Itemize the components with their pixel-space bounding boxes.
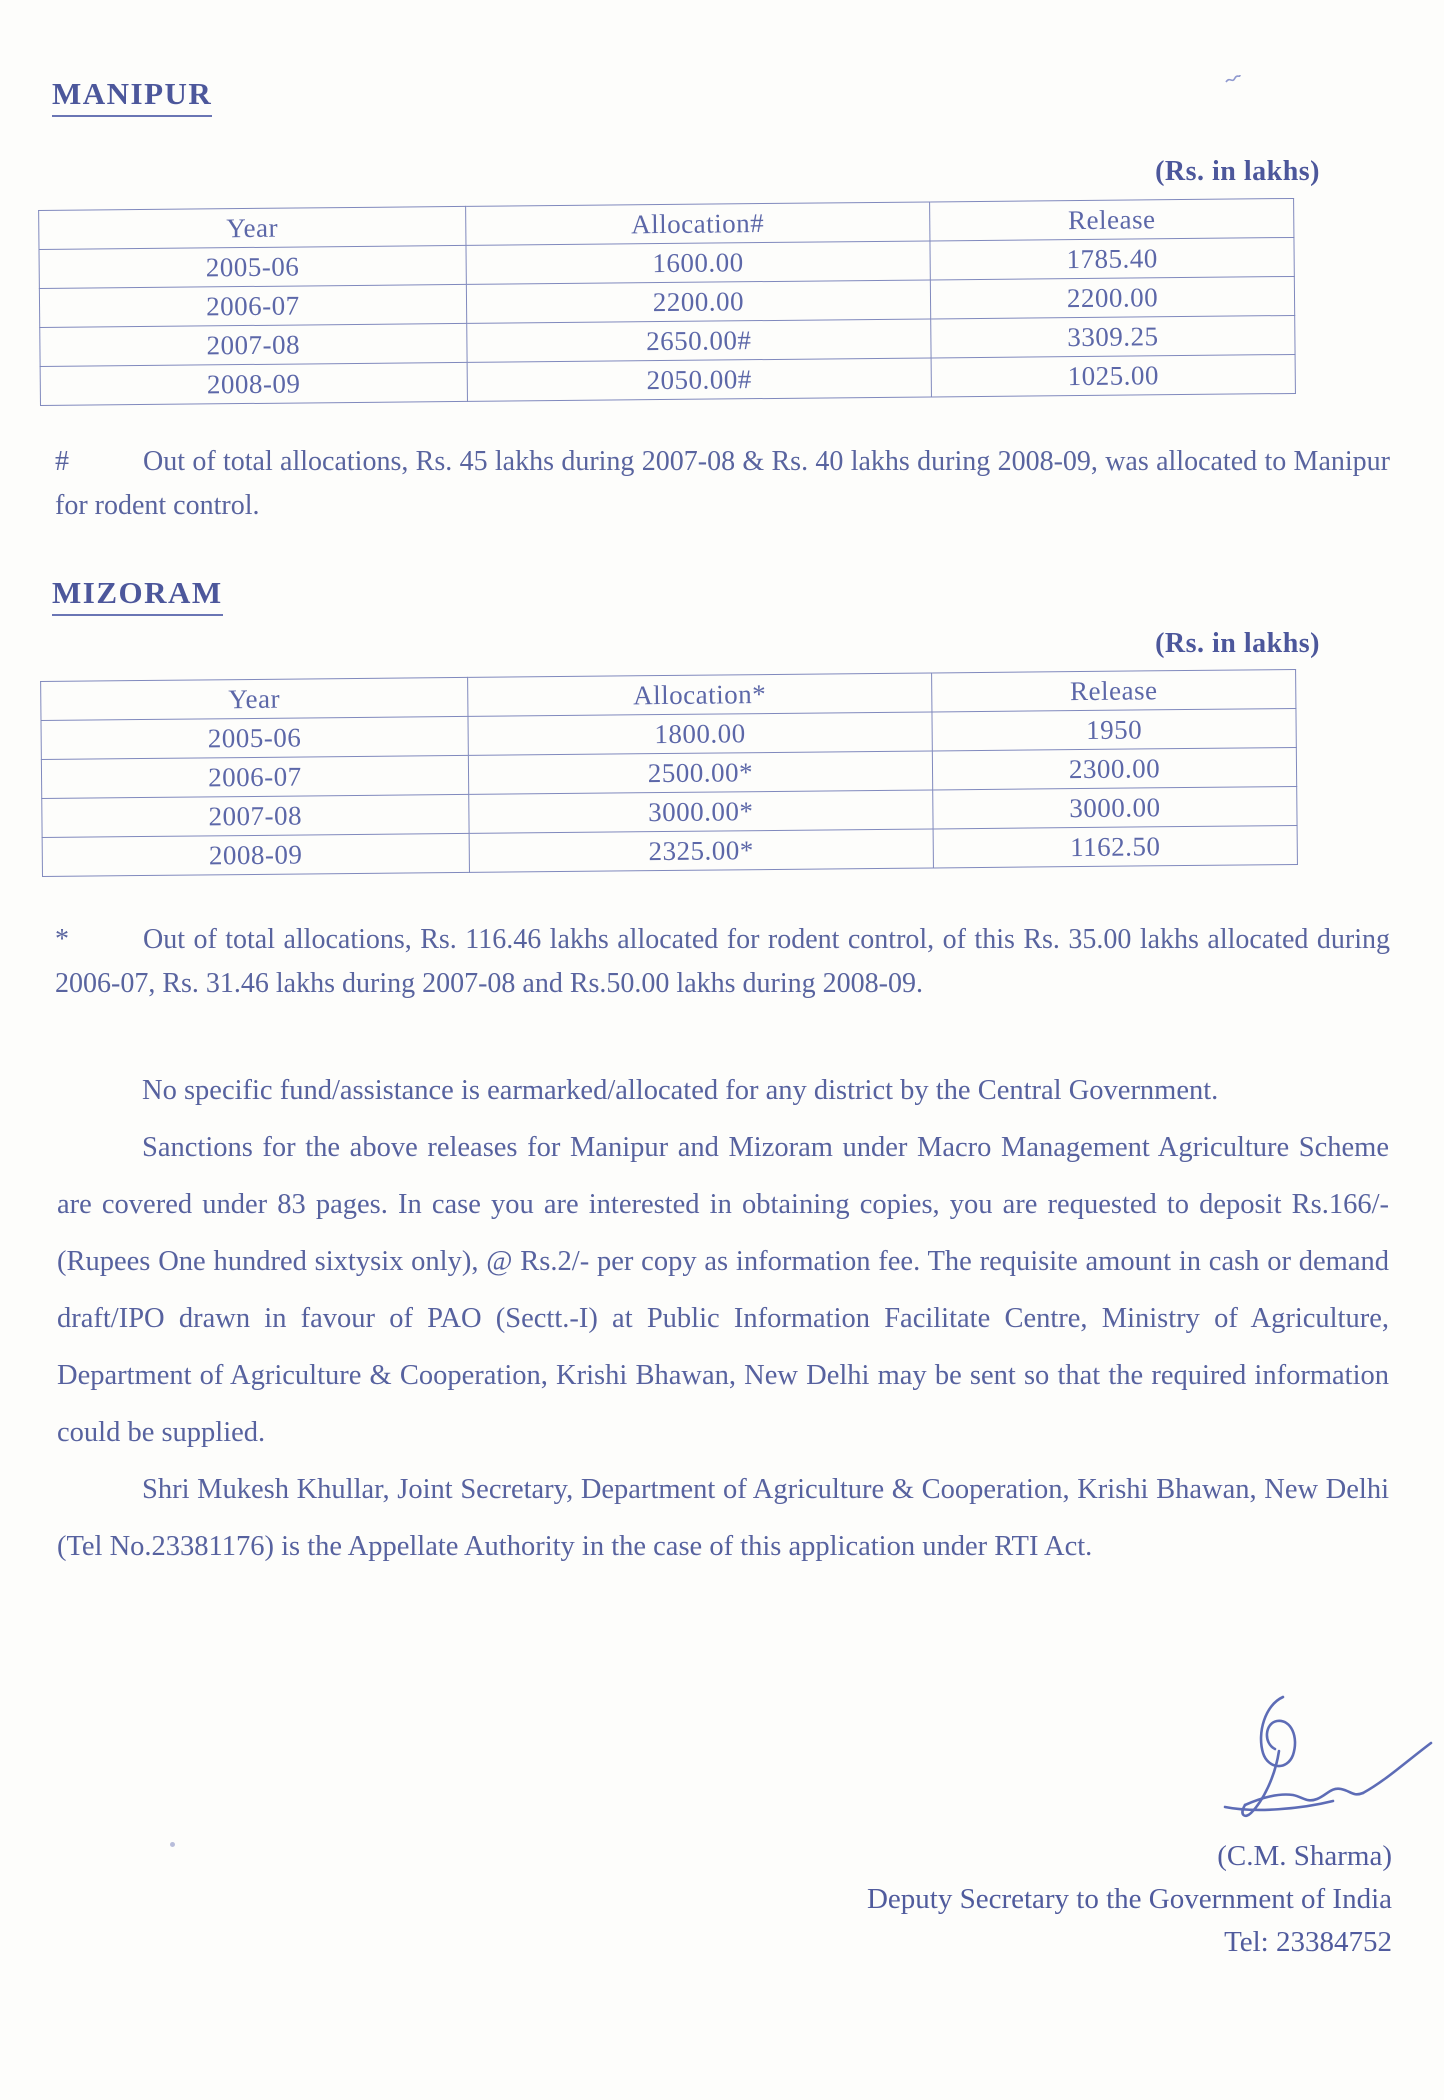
table-cell: 2325.00* <box>469 829 934 872</box>
table-cell: 2005-06 <box>39 245 466 288</box>
table-header-cell: Allocation* <box>467 673 932 716</box>
table-header-cell: Release <box>930 198 1294 240</box>
scan-artifact-mark <box>1222 68 1244 90</box>
manipur-rs-note: (Rs. in lakhs) <box>1155 156 1320 187</box>
table-cell: 2007-08 <box>40 323 467 366</box>
scan-dot-artifact <box>170 1842 175 1847</box>
table-cell: 2200.00 <box>466 280 931 323</box>
signature-scribble <box>1205 1685 1435 1835</box>
footnote-text: Out of total allocations, Rs. 45 lakhs during 2007-08 & Rs. 40 lakhs during 2008-09, was allocated to Manipur for rodent control. <box>55 446 1390 521</box>
table-cell: 1600.00 <box>466 241 931 284</box>
manipur-allocation-table <box>38 198 1296 406</box>
signatory-name: (C.M. Sharma) <box>1217 1840 1392 1872</box>
body-paragraphs <box>57 1062 1389 1575</box>
manipur-heading: MANIPUR <box>52 76 212 117</box>
paragraph-appellate-authority: Shri Mukesh Khullar, Joint Secretary, Department of Agriculture & Cooperation, Krishi Bhawan, New Delhi (Tel No.23381176) is the Appellate Authority in the case of this application under RTI Act. <box>57 1474 1389 1562</box>
signatory-tel: Tel: 23384752 <box>1224 1926 1392 1958</box>
table-cell: 2200.00 <box>930 276 1294 318</box>
table-cell: 1950 <box>932 708 1296 750</box>
mizoram-heading: MIZORAM <box>52 575 223 616</box>
table-cell: 3309.25 <box>931 315 1295 357</box>
table-cell: 3000.00 <box>933 786 1297 828</box>
mizoram-footnote <box>55 918 1390 1006</box>
table-header-cell: Year <box>41 677 468 720</box>
table-cell: 1800.00 <box>468 712 933 755</box>
table-cell: 2050.00# <box>467 358 932 401</box>
footnote-text: Out of total allocations, Rs. 116.46 lakhs allocated for rodent control, of this Rs. 35.00 lakhs allocated during 2006-07, Rs. 31.46 lakhs during 2007-08 and Rs.50.00 lakhs during 2008-09. <box>55 924 1390 999</box>
signatory-title: Deputy Secretary to the Government of India <box>866 1883 1392 1915</box>
signature-block <box>867 1835 1392 1964</box>
table-header-cell: Allocation# <box>465 202 930 245</box>
table-cell: 2300.00 <box>932 747 1296 789</box>
table-cell: 3000.00* <box>468 790 933 833</box>
table-header-cell: Release <box>932 669 1296 711</box>
mizoram-allocation-table <box>40 669 1298 877</box>
table-cell: 2006-07 <box>39 284 466 327</box>
table-header-cell: Year <box>39 206 466 249</box>
mizoram-rs-note: (Rs. in lakhs) <box>1155 628 1320 659</box>
table-cell: 2007-08 <box>42 794 469 837</box>
paragraph-sanctions: Sanctions for the above releases for Manipur and Mizoram under Macro Management Agriculture Scheme are covered under 83 pages. In case you are interested in obtaining copies, you are requested to deposit Rs.166/- (Rupees One hundred sixtysix only), @ Rs.2/- per copy as information fee. The requisite amount in cash or demand draft/IPO drawn in favour of PAO (Sectt.-I) at Public Information Facilitate Centre, Ministry of Agriculture, Department of Agriculture & Cooperation, Krishi Bhawan, New Delhi may be sent so that the required information could be supplied. <box>57 1132 1389 1448</box>
manipur-footnote <box>55 440 1390 528</box>
table-cell: 2008-09 <box>40 362 467 405</box>
table-cell: 1785.40 <box>930 237 1294 279</box>
table-cell: 1162.50 <box>933 825 1297 867</box>
table-cell: 2006-07 <box>41 755 468 798</box>
paragraph-no-specific-fund: No specific fund/assistance is earmarked/allocated for any district by the Central Government. <box>142 1075 1219 1106</box>
footnote-marker: * <box>55 924 69 955</box>
table-cell: 2500.00* <box>468 751 933 794</box>
table-cell: 2008-09 <box>42 833 469 876</box>
table-cell: 2005-06 <box>41 716 468 759</box>
table-cell: 1025.00 <box>931 354 1295 396</box>
table-cell: 2650.00# <box>466 319 931 362</box>
footnote-marker: # <box>55 446 69 477</box>
